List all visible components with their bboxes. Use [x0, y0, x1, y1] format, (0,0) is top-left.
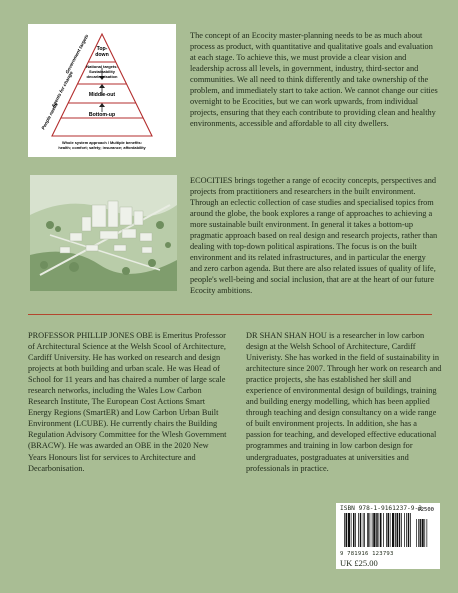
targets-line-3: decarbonisation — [86, 74, 118, 79]
section-divider — [28, 314, 432, 315]
price-barcode-bar — [416, 519, 417, 547]
author-bio-hou: DR SHAN SHAN HOU is a researcher in low carbon design at the Welsh School of Architecture, Cardiff Univeristy. She has worked in the field of sustainability in architecture since 2007. Through her work on research and practice projects, she has established her skill and experience of environmental design of buildings, training and building energy modelling, which has been applied through teaching and design consultancy on a wide range of built environment projects. In addition, she has a passion for teaching, and developed effective educational programmes and training in low carbon design for undergraduates, postgraduates at universities and professionals in practice. — [246, 331, 442, 473]
middle-out-label: Middle-out — [88, 92, 116, 98]
barcode-bar — [351, 513, 352, 547]
top-down-label-2: down — [95, 52, 109, 58]
barcode-bar — [395, 513, 396, 547]
barcode-bar — [346, 513, 348, 547]
side-label-agents: Agents for change — [50, 70, 74, 109]
barcode-bar — [373, 513, 375, 547]
price-barcode-bar — [424, 519, 425, 547]
targets-line-2: Sustainability — [88, 69, 116, 74]
barcode-bar — [355, 513, 356, 547]
barcode-bar — [358, 513, 359, 547]
up-arrow-icon — [99, 84, 105, 88]
barcode-bar — [383, 513, 384, 547]
barcode-bar — [397, 513, 399, 547]
up-arrow-icon-2 — [99, 103, 105, 107]
barcode-bar — [348, 513, 350, 547]
barcode-bar — [367, 513, 369, 547]
side-label-government: Government targets — [64, 33, 90, 75]
barcode-bar — [404, 513, 405, 547]
barcode-bar — [410, 513, 411, 547]
barcode-bar — [372, 513, 373, 547]
barcode-bar — [399, 513, 401, 547]
aerial-svg — [30, 175, 177, 291]
aerial-city-rendering — [30, 175, 177, 291]
barcode-bar — [363, 513, 364, 547]
barcode-bar — [390, 513, 391, 547]
whole-system-line-2: health; comfort; safety; insurance; affordability — [58, 145, 146, 150]
barcode-bar — [388, 513, 390, 547]
barcode-bar — [344, 513, 345, 547]
barcode-bar — [392, 513, 394, 547]
price-code: 02500 — [417, 507, 434, 513]
targets-line-1: National targets: — [86, 64, 118, 69]
ecocity-pyramid-diagram — [28, 24, 176, 157]
barcode-bar — [406, 513, 407, 547]
barcode-bar — [360, 513, 362, 547]
barcode-digits: 9 781916 123793 — [340, 551, 394, 557]
bottom-up-label: Bottom-up — [88, 112, 116, 118]
barcode-bar — [386, 513, 387, 547]
price-barcode-bar — [427, 519, 428, 547]
price-barcode-bar — [422, 519, 424, 547]
price-barcode-bar — [420, 519, 421, 547]
barcode-bar — [380, 513, 382, 547]
barcode-bar — [408, 513, 410, 547]
price-barcode-bar — [418, 519, 419, 547]
pyramid-svg — [28, 24, 176, 157]
barcode-bar — [376, 513, 378, 547]
side-label-people: People needs — [40, 101, 59, 131]
barcode-bar — [364, 513, 365, 547]
isbn-barcode — [336, 503, 440, 569]
top-down-label-1: Top- — [96, 46, 108, 52]
price-label: UK £25.00 — [340, 558, 378, 568]
intro-paragraph: The concept of an Ecocity master-planning needs to be as much about process as product, with quantitative and qualitative goals and evaluation at each stage. To achieve this, we must provide a clear vision and leadership across all levels, in government, industry, third-sector and communities. We all need to think differently and take ownership of the problem, and immediately start to take action. We cannot change our cities overnight to be Ecocities, but we can work upwards, from individual projects, ensuring that they each contribute to providing clean and healthy environments, accessible and affordable to all city dwellers. — [190, 31, 438, 129]
barcode-bar — [353, 513, 355, 547]
isbn-label: ISBN 978-1-9161237-9-3 — [340, 505, 422, 512]
whole-system-line-1: Whole system approach / Multiple benefits: — [62, 140, 142, 145]
barcode-bar — [370, 513, 371, 547]
ecocities-description: ECOCITIES brings together a range of ecocity concepts, perspectives and projects from practitioners and researchers in the built environment. Through an eclectic collection of case studies and specialised topics from around the globe, the book explores a range of approaches to achieving a more sustainable built environment. In general it takes a bottom-up pragmatic approach based on real design and research projects, rather than dealing with top-down political aspirations. The focus is on the built environment and its related infrastructures, and in particular the energy and zero carbon agenda. But there are also related issues of quality of life, people's well-being and social inclusion, that are at the heart of our future Ecocity ambitions. — [190, 176, 438, 296]
author-bio-jones: PROFESSOR PHILLIP JONES OBE is Emeritus Professor of Architectural Science at the Welsh Scool of Architecture, Cardiff University. He has worked on research and design projects at both building and urban scale. He was Head of School for 11 years and has chaired a number of large scale research networks, including the Wales Low Carbon Research Institute, The European Cost Actions Smart Energy Regions (SmartER) and Low Carbon Urban Built Environment (LCUBE). He currently chairs the Building Regulation Advisory Committee for the Wlesh Government (BRACW). He was awarded an OBE in the 2020 New Years Honours list for services to Architecture and Decarbonisation. — [28, 331, 227, 473]
barcode-bar — [379, 513, 380, 547]
barcode-bar — [401, 513, 402, 547]
